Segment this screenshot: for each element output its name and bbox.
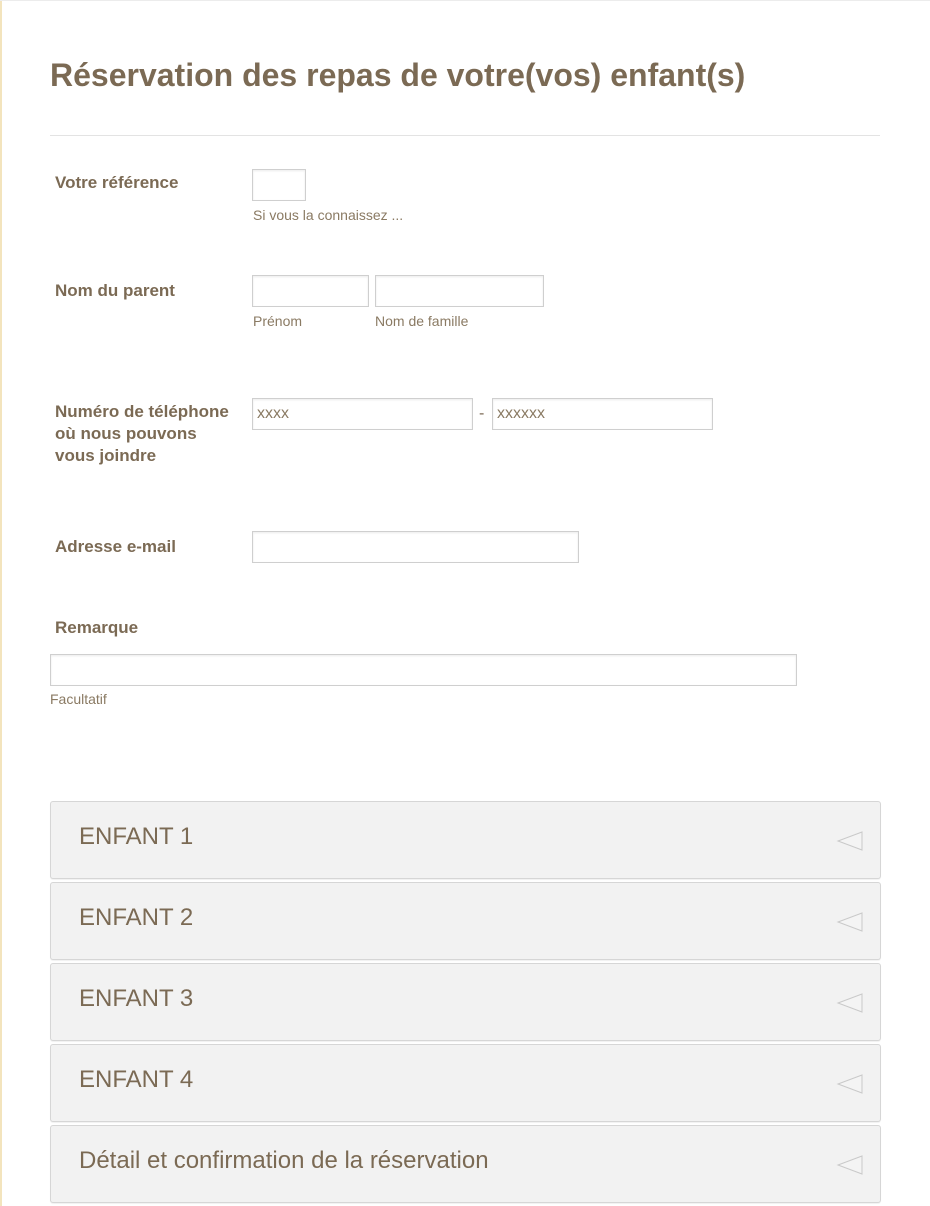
- page-title: Réservation des repas de votre(vos) enfant(s): [50, 57, 746, 93]
- first-name-sublabel: Prénom: [253, 313, 303, 329]
- reference-sublabel: Si vous la connaissez ...: [253, 207, 404, 223]
- remark-sublabel: Facultatif: [50, 691, 107, 707]
- phone-label-line-1: Numéro de téléphone: [55, 402, 229, 421]
- left-accent-stripe: [0, 0, 2, 1206]
- triangle-left-icon: [836, 911, 864, 933]
- phone-label-line-2: où nous pouvons: [55, 424, 197, 443]
- section-enfant-4[interactable]: [50, 1044, 881, 1122]
- email-input[interactable]: [252, 531, 579, 563]
- remark-label: Remarque: [55, 618, 139, 637]
- triangle-left-icon: [836, 830, 864, 852]
- section-enfant-2[interactable]: [50, 882, 881, 960]
- section-enfant-2-label: ENFANT 2: [79, 904, 194, 931]
- email-label: Adresse e-mail: [55, 537, 176, 556]
- reference-input[interactable]: [252, 169, 306, 201]
- section-enfant-3[interactable]: [50, 963, 881, 1041]
- section-enfant-1[interactable]: [50, 801, 881, 879]
- remark-input[interactable]: [50, 654, 797, 686]
- reference-label: Votre référence: [55, 173, 179, 192]
- phone-number-input[interactable]: [492, 398, 713, 430]
- triangle-left-icon: [836, 1073, 864, 1095]
- section-enfant-4-label: ENFANT 4: [79, 1066, 194, 1093]
- phone-label-line-3: vous joindre: [55, 446, 157, 465]
- section-confirmation-label: Détail et confirmation de la réservation: [79, 1147, 489, 1174]
- parent-name-label: Nom du parent: [55, 281, 175, 300]
- triangle-left-icon: [836, 992, 864, 1014]
- section-enfant-1-label: ENFANT 1: [79, 823, 194, 850]
- triangle-left-icon: [836, 1154, 864, 1176]
- parent-first-name-input[interactable]: [252, 275, 369, 307]
- phone-area-code-input[interactable]: [252, 398, 473, 430]
- title-divider: [50, 135, 880, 136]
- section-enfant-3-label: ENFANT 3: [79, 985, 194, 1012]
- top-border: [0, 0, 930, 1]
- section-confirmation[interactable]: [50, 1125, 881, 1203]
- phone-label: [55, 401, 229, 467]
- phone-separator: -: [479, 405, 485, 422]
- last-name-sublabel: Nom de famille: [375, 313, 469, 329]
- parent-last-name-input[interactable]: [375, 275, 544, 307]
